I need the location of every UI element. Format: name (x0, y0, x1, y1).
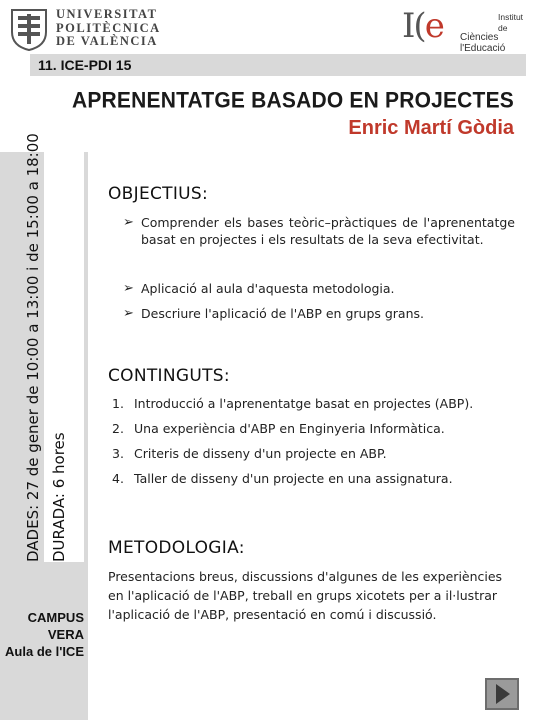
ice-line: Institut de (498, 12, 524, 33)
metodologia-heading: METODOLOGIA: (108, 538, 245, 558)
university-name (56, 8, 161, 49)
objectius-heading: OBJECTIUS: (108, 184, 209, 204)
contingut-item (112, 421, 445, 436)
ice-line: Ciències (460, 32, 499, 43)
campus-line: Aula de l'ICE (5, 644, 84, 659)
objectiu-item (123, 305, 515, 322)
course-code: 11. ICE-PDI 15 (38, 57, 132, 73)
arrow-bullet-icon: ➢ (123, 281, 134, 296)
ice-logo (402, 6, 532, 54)
next-page-button[interactable] (485, 678, 519, 710)
campus-line: CAMPUS (27, 610, 84, 625)
contingut-number: 3. (112, 446, 124, 461)
university-line: UNIVERSITAT (56, 7, 158, 21)
contingut-item (112, 446, 387, 461)
ice-mark (402, 6, 443, 46)
upv-logo (6, 6, 161, 52)
contingut-number: 2. (112, 421, 124, 436)
contingut-text: Criteris de disseny d'un projecte en ABP. (134, 446, 387, 461)
contingut-number: 4. (112, 471, 124, 486)
next-page-icon (487, 680, 517, 708)
durada-text: DURADA: 6 hores (50, 432, 68, 562)
arrow-bullet-icon: ➢ (123, 306, 134, 321)
metodologia-text: Presentacions breus, discussions d'algunes de les experiències en l'aplicació de l'ABP, treball en grups xicotets per a il·lustrar l'aplicació de l'ABP, presentació en comú i discussió. (108, 569, 503, 622)
continguts-heading: CONTINGUTS: (108, 366, 230, 386)
contingut-text: Introducció a l'aprenentatge basat en projectes (ABP). (134, 396, 474, 411)
ice-mark-letters: I( (402, 6, 425, 46)
ice-mark-e: e (424, 6, 443, 46)
objectiu-item (123, 280, 515, 297)
university-line: POLITÈCNICA (56, 20, 161, 35)
objectiu-text: Descriure l'aplicació de l'ABP en grups grans. (141, 306, 425, 321)
arrow-bullet-icon: ➢ (123, 215, 134, 230)
course-author: Enric Martí Gòdia (348, 117, 514, 139)
contingut-number: 1. (112, 396, 124, 411)
objectiu-text: Aplicació al aula d'aquesta metodologia. (141, 281, 395, 296)
objectiu-item (123, 214, 515, 248)
ice-line: l'Educació (460, 42, 506, 54)
objectiu-text: Comprender els bases teòric–pràctiques de l'aprenentatge basat en projectes i els resultats de la seva efectivitat. (141, 215, 515, 247)
course-title: APRENENTATGE BASADO EN PROJECTES (71, 88, 514, 113)
campus-location (0, 609, 86, 660)
contingut-text: Una experiència d'ABP en Enginyeria Informàtica. (134, 421, 445, 436)
contingut-item (112, 471, 453, 486)
contingut-item (112, 396, 474, 411)
university-line: DE VALÈNCIA (56, 34, 158, 48)
campus-line: VERA (47, 627, 84, 642)
upv-crest-icon (6, 6, 52, 52)
dades-text: DADES: 27 de gener de 10:00 a 13:00 i de 15:00 a 18:00 (24, 133, 42, 562)
contingut-text: Taller de disseny d'un projecte en una assignatura. (134, 471, 453, 486)
ice-text (460, 12, 532, 54)
